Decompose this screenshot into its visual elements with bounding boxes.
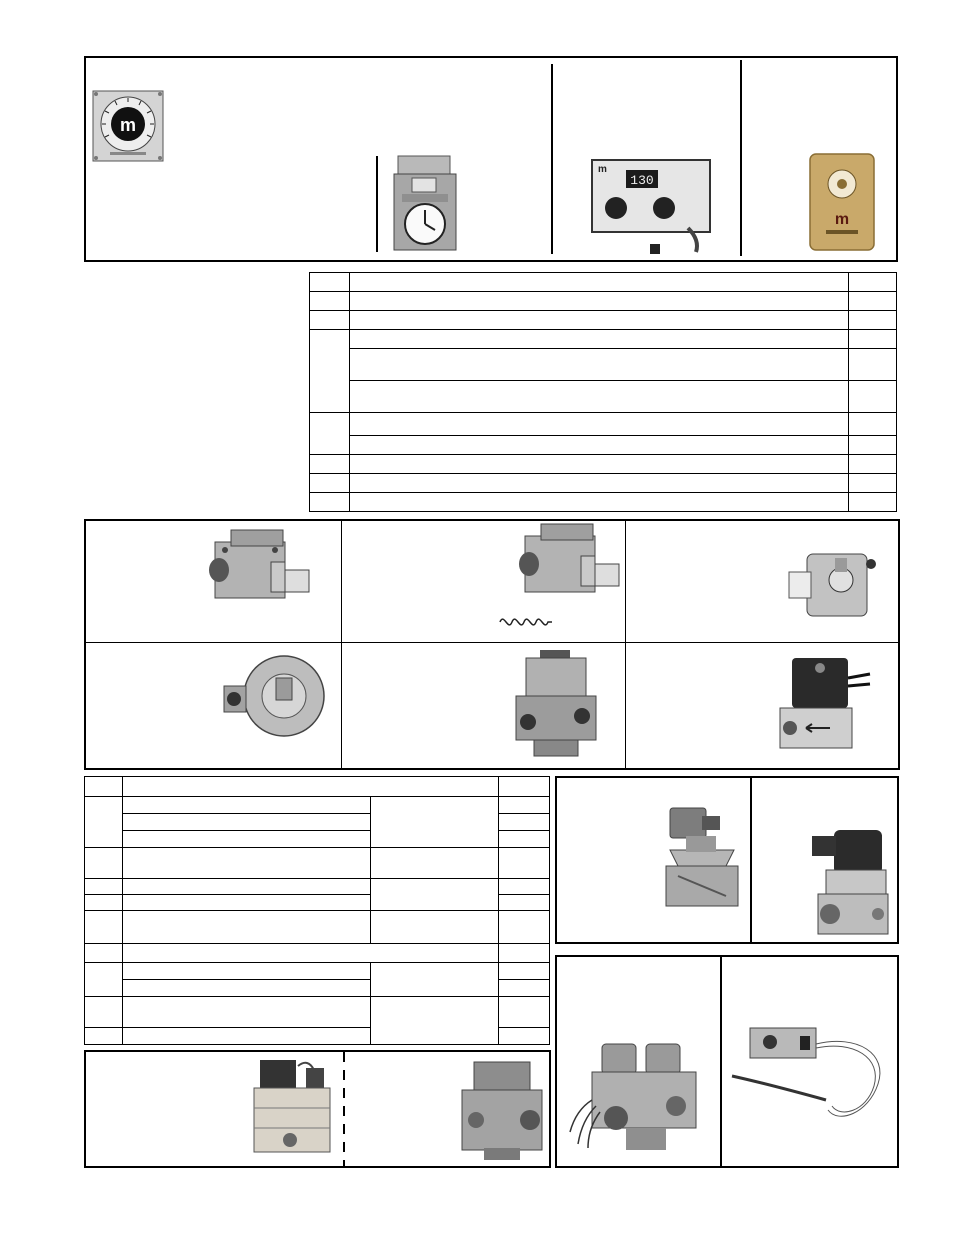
table-cell — [85, 797, 123, 848]
table-cell — [310, 474, 350, 493]
table-cell — [371, 997, 499, 1045]
table-cell — [123, 777, 499, 797]
panel-divider — [341, 521, 342, 768]
table-cell — [350, 455, 849, 474]
wall-thermostat-icon — [808, 152, 876, 252]
table-cell — [371, 963, 499, 997]
table-cell — [849, 330, 897, 349]
table-cell — [499, 848, 550, 879]
spring-icon — [498, 612, 554, 632]
table-cell — [849, 349, 897, 381]
table-cell — [371, 848, 499, 879]
panel-divider — [750, 778, 752, 942]
table-cell — [499, 814, 550, 831]
table-cell — [85, 777, 123, 797]
solenoid-valve-icon — [662, 806, 742, 914]
table-cell — [371, 797, 499, 848]
gas-valve-icon — [248, 1056, 336, 1160]
table-cell — [499, 895, 550, 911]
panel-divider — [720, 957, 722, 1166]
table-cell — [849, 436, 897, 455]
table-cell — [849, 381, 897, 413]
table-cell — [85, 895, 123, 911]
table-cell — [849, 474, 897, 493]
table-cell — [310, 455, 350, 474]
table-cell — [849, 292, 897, 311]
gas-valve-icon — [566, 1036, 710, 1154]
table-cell — [310, 292, 350, 311]
table-cell — [350, 474, 849, 493]
table-cell — [499, 879, 550, 895]
table-cell — [123, 831, 371, 848]
table-cell — [350, 292, 849, 311]
table-cell — [123, 980, 371, 997]
table-cell — [499, 1028, 550, 1045]
table-cell — [123, 944, 499, 963]
digital-readout: 130 — [630, 173, 654, 188]
solenoid-valve-icon — [770, 654, 874, 758]
wall-brand-mark: m — [834, 211, 850, 228]
table-cell — [350, 381, 849, 413]
table-cell — [123, 814, 371, 831]
table-cell — [123, 963, 371, 980]
table-cell — [123, 797, 371, 814]
table-cell — [85, 879, 123, 895]
table-cell — [499, 963, 550, 980]
table-cell — [499, 980, 550, 997]
table-cell — [350, 330, 849, 349]
table-cell — [310, 413, 350, 455]
brand-mark: m — [119, 115, 137, 135]
digital-controller-icon — [588, 156, 718, 256]
panel-divider — [376, 156, 378, 252]
thermostat-parts-table — [309, 272, 897, 512]
pressure-regulator-icon — [220, 652, 330, 738]
panel-divider — [740, 60, 742, 256]
table-cell — [499, 777, 550, 797]
table-cell — [123, 848, 371, 879]
table-cell — [350, 436, 849, 455]
table-cell — [499, 944, 550, 963]
solenoid-valve-icon — [510, 646, 602, 760]
table-cell — [499, 997, 550, 1028]
panel-divider — [86, 642, 898, 643]
table-cell — [849, 311, 897, 330]
timer-thermostat-icon — [392, 154, 458, 252]
solenoid-valve-icon — [808, 826, 892, 938]
table-cell — [310, 330, 350, 413]
thermostat-panel — [84, 56, 898, 262]
table-cell — [350, 413, 849, 436]
table-cell — [123, 911, 371, 944]
table-cell — [371, 911, 499, 944]
panel-divider — [625, 521, 626, 768]
table-cell — [499, 911, 550, 944]
remote-bulb-thermostat-icon — [728, 1014, 892, 1126]
table-cell — [350, 311, 849, 330]
table-cell — [85, 963, 123, 997]
table-cell — [499, 797, 550, 814]
table-cell — [310, 311, 350, 330]
pressure-regulator-icon — [205, 528, 315, 612]
panel-divider — [551, 64, 553, 254]
pressure-regulator-icon — [785, 544, 885, 624]
table-cell — [123, 1028, 371, 1045]
table-cell — [85, 1028, 123, 1045]
table-cell — [350, 493, 849, 512]
table-cell — [85, 944, 123, 963]
dial-thermostat-icon — [92, 90, 164, 162]
controller-brand-mark: m — [598, 164, 607, 175]
table-cell — [350, 349, 849, 381]
panel-divider-dashed — [343, 1052, 345, 1166]
table-cell — [849, 455, 897, 474]
table-cell — [350, 273, 849, 292]
table-cell — [849, 273, 897, 292]
valve-parts-table — [84, 776, 550, 1045]
table-cell — [123, 879, 371, 895]
table-cell — [310, 273, 350, 292]
pressure-regulator-icon — [515, 522, 625, 606]
table-cell — [123, 895, 371, 911]
table-cell — [499, 831, 550, 848]
table-cell — [849, 413, 897, 436]
table-cell — [371, 879, 499, 911]
table-cell — [85, 848, 123, 879]
table-cell — [123, 997, 371, 1028]
gas-valve-icon — [456, 1058, 546, 1162]
table-cell — [85, 997, 123, 1028]
table-cell — [310, 493, 350, 512]
table-cell — [849, 493, 897, 512]
table-cell — [85, 911, 123, 944]
